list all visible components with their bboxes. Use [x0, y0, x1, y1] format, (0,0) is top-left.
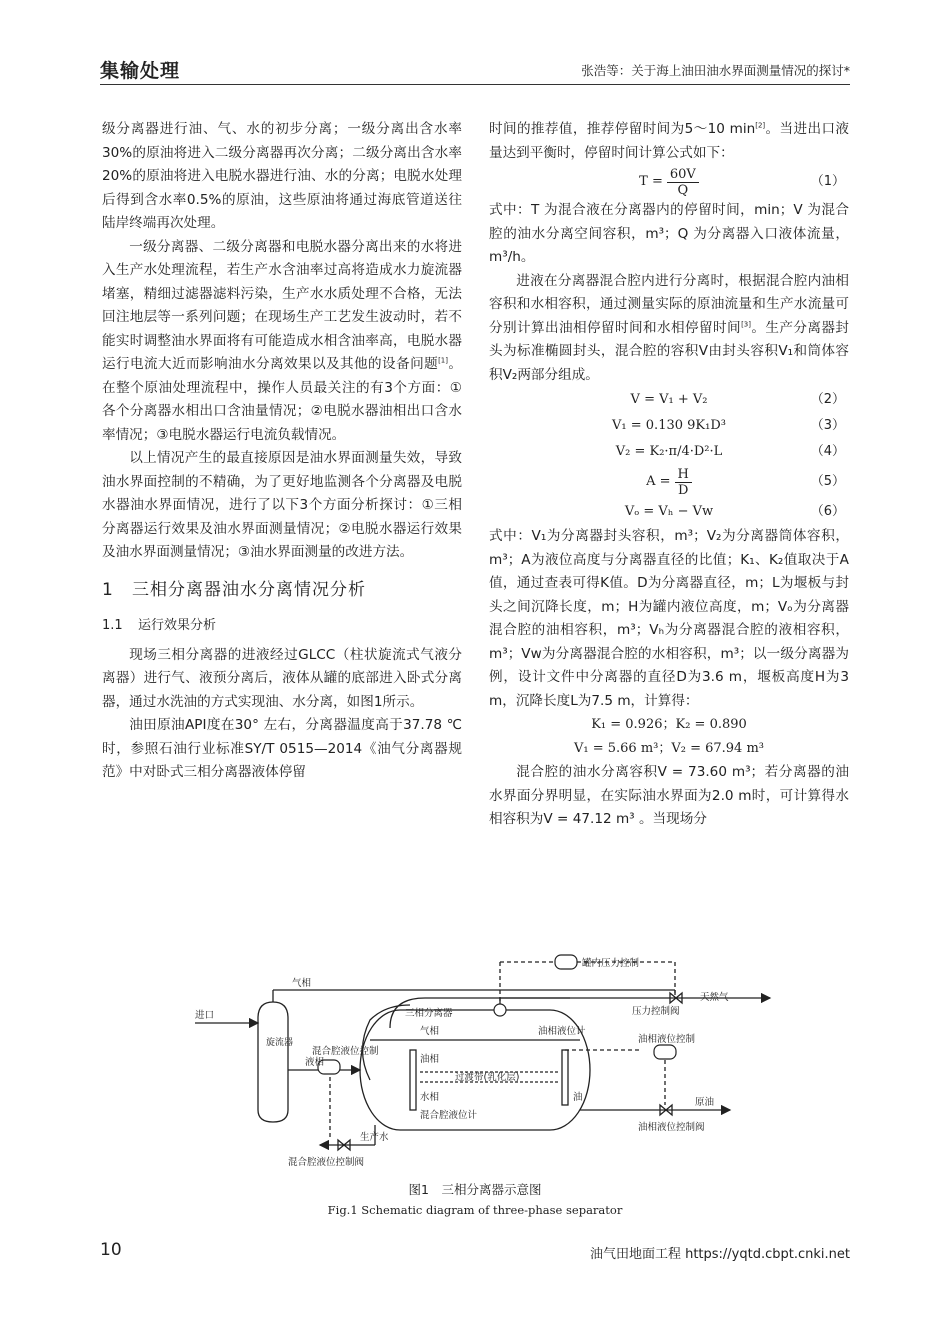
- equation-6: Vₒ = Vₕ − Vw （6）: [624, 504, 845, 520]
- result-line: V₁ = 5.66 m³；V₂ = 67.94 m³: [573, 741, 765, 756]
- journal-footer[interactable]: 油气田地面工程 https://yqtd.cbpt.cnki.net: [589, 1247, 850, 1262]
- paragraph: 级分离器进行油、气、水的初步分离；一级分离出含水率30%的原油将进入二级分离器再次分离；二级分离出含水率20%的原油将进入电脱水器进行油、水的分离；电脱水处理后得到含水率0.5%的原油，这些原油将通过海底管道送往陆岸终端再次处理。: [102, 121, 462, 231]
- citation[interactable]: [3]: [741, 319, 751, 328]
- section-heading: 1 三相分离器油水分离情况分析: [102, 579, 366, 600]
- label-transition-layer: 过渡带(乳化层): [455, 1072, 520, 1083]
- paragraph: 一级分离器、二级分离器和电脱水器分离出来的水将进入生产水处理流程，若生产水含油率过高将造成水力旋流器堵塞，精细过滤器滤料污染，生产水水质处理不合格，无法回注地层等一系列问题；在现场生产工艺发生波动时，若不能实时调整油水界面将有可能造成水相含油率高，电脱水器运行电流大近而影响油水分离效果以及其他的设备问题[1]。在整个原油处理流程中，操作人员最关注的有3个方面：①各个分离器水相出口含油量情况；②电脱水器油相出口含水率情况；③电脱水器运行电流负载情况。: [102, 238, 463, 443]
- result-line: K₁ = 0.926；K₂ = 0.890: [591, 717, 747, 732]
- label-mix-level-control: 混合腔液位控制: [312, 1046, 379, 1057]
- equation-5: A = $\frac{H}{D}$ （5）: [646, 466, 845, 498]
- header-rule: [100, 84, 850, 85]
- figure-caption-en: Fig.1 Schematic diagram of three-phase separator: [327, 1203, 623, 1217]
- equation-4: V₂ = K₂·π/4·D²·L （4）: [615, 444, 845, 460]
- left-column: [102, 118, 462, 785]
- equation-2: V = V₁ + V₂ （2）: [630, 392, 845, 408]
- paragraph: 进液在分离器混合腔内进行分离时，根据混合腔内油相容积和水相容积，通过测量实际的原油流量和生产水流量可分别计算出油相停留时间和水相停留时间[3]。生产分离器封头为标准椭圆封头，混合腔的容积V由封头容积V₁和筒体容积V₂两部分组成。: [489, 272, 850, 383]
- paragraph: 以上情况产生的最直接原因是油水界面测量失效，导致油水界面控制的不精确，为了更好地监测各个分离器及电脱水器油水界面情况，进行了以下3个方面分析探讨：①三相分离器运行效果及油水界面测量情况；②电脱水器运行效果及油水界面测量情况；③油水界面测量的改进方法。: [102, 450, 462, 560]
- label-oil-zone: 油相: [420, 1054, 440, 1065]
- label-gas-phase: 气相: [292, 978, 312, 989]
- label-oil-level-valve: 油相液位控制阀: [638, 1122, 705, 1133]
- figure-caption-cn: 图1 三相分离器示意图: [408, 1182, 542, 1197]
- label-oil-level-gauge: 油相液位计: [538, 1026, 586, 1037]
- label-liquid-phase: 液相: [305, 1057, 325, 1068]
- label-gas-zone: 气相: [420, 1026, 440, 1037]
- label-cyclone: 旋流器: [266, 1038, 294, 1048]
- citation[interactable]: [1]: [438, 356, 448, 365]
- page-number: 10: [100, 1240, 122, 1260]
- right-column: [489, 118, 849, 832]
- running-header-title: 张浩等：关于海上油田油水界面测量情况的探讨*: [581, 63, 850, 78]
- label-crude-oil: 原油: [695, 1097, 715, 1108]
- equation-3: V₁ = 0.130 9K₁D³ （3）: [612, 418, 845, 434]
- paragraph: 式中：T 为混合液在分离器内的停留时间，min；V 为混合腔的油水分离空间容积，m³；Q 为分离器入口液体流量，m³/h。: [489, 202, 849, 265]
- paragraph: 油田原油API度在30° 左右，分离器温度高于37.78 ℃时，参照石油行业标准SY/T 0515—2014《油气分离器规范》中对卧式三相分离器液体停留: [102, 717, 462, 780]
- label-mix-level-valve: 混合腔液位控制阀: [288, 1157, 365, 1168]
- paragraph: 混合腔的油水分离容积V = 73.60 m³；若分离器的油水界面分界明显，在实际油水界面为2.0 m时，可计算得水相容积为V = 47.12 m³ 。当现场分: [489, 764, 849, 827]
- paragraph: 式中：V₁为分离器封头容积，m³；V₂为分离器筒体容积，m³；A为液位高度与分离器直径的比值；K₁、K₂值取决于A值，通过查表可得K值。D为分离器直径，m；L为堰板与封头之间沉降长度，m；H为罐内液位高度，m；Vₒ为分离器混合腔的油相容积，m³；Vₕ为分离器混合腔的液相容积，m³；Vw为分离器混合腔的水相容积，m³；以一级分离器为例，设计文件中分离器的直径D为3.6 m，堰板高度H为3 m，沉降长度L为7.5 m，计算得：: [489, 528, 849, 709]
- journal-section-title: 集输处理: [100, 60, 181, 82]
- label-oil: 油: [573, 1092, 583, 1103]
- label-water-zone: 水相: [420, 1092, 440, 1103]
- label-inlet: 进口: [195, 1010, 215, 1021]
- label-separator: 三相分离器: [405, 1008, 453, 1019]
- separator-diagram: [170, 950, 870, 1175]
- label-tank-pressure-control: 罐内压力控制: [582, 958, 640, 969]
- label-produced-water: 生产水: [360, 1132, 389, 1143]
- label-mix-level-gauge: 混合腔液位计: [420, 1110, 478, 1121]
- paragraph: 现场三相分离器的进液经过GLCC（柱状旋流式气液分离器）进行气、液预分离后，液体从罐的底部进入卧式分离器，通过水洗油的方式实现油、水分离，如图1所示。: [102, 646, 462, 710]
- citation[interactable]: [2]: [755, 121, 766, 130]
- label-pressure-valve: 压力控制阀: [632, 1006, 680, 1017]
- paragraph: 时间的推荐值，推荐停留时间为5～10 min[2]。当进出口液量达到平衡时，停留时间计算公式如下：: [489, 121, 850, 161]
- subsection-heading: 1.1 运行效果分析: [102, 618, 217, 633]
- label-oil-level-control: 油相液位控制: [638, 1034, 696, 1045]
- label-natural-gas: 天然气: [700, 992, 729, 1003]
- equation-1: T = $\frac{60V}{Q}$ （1）: [639, 166, 845, 198]
